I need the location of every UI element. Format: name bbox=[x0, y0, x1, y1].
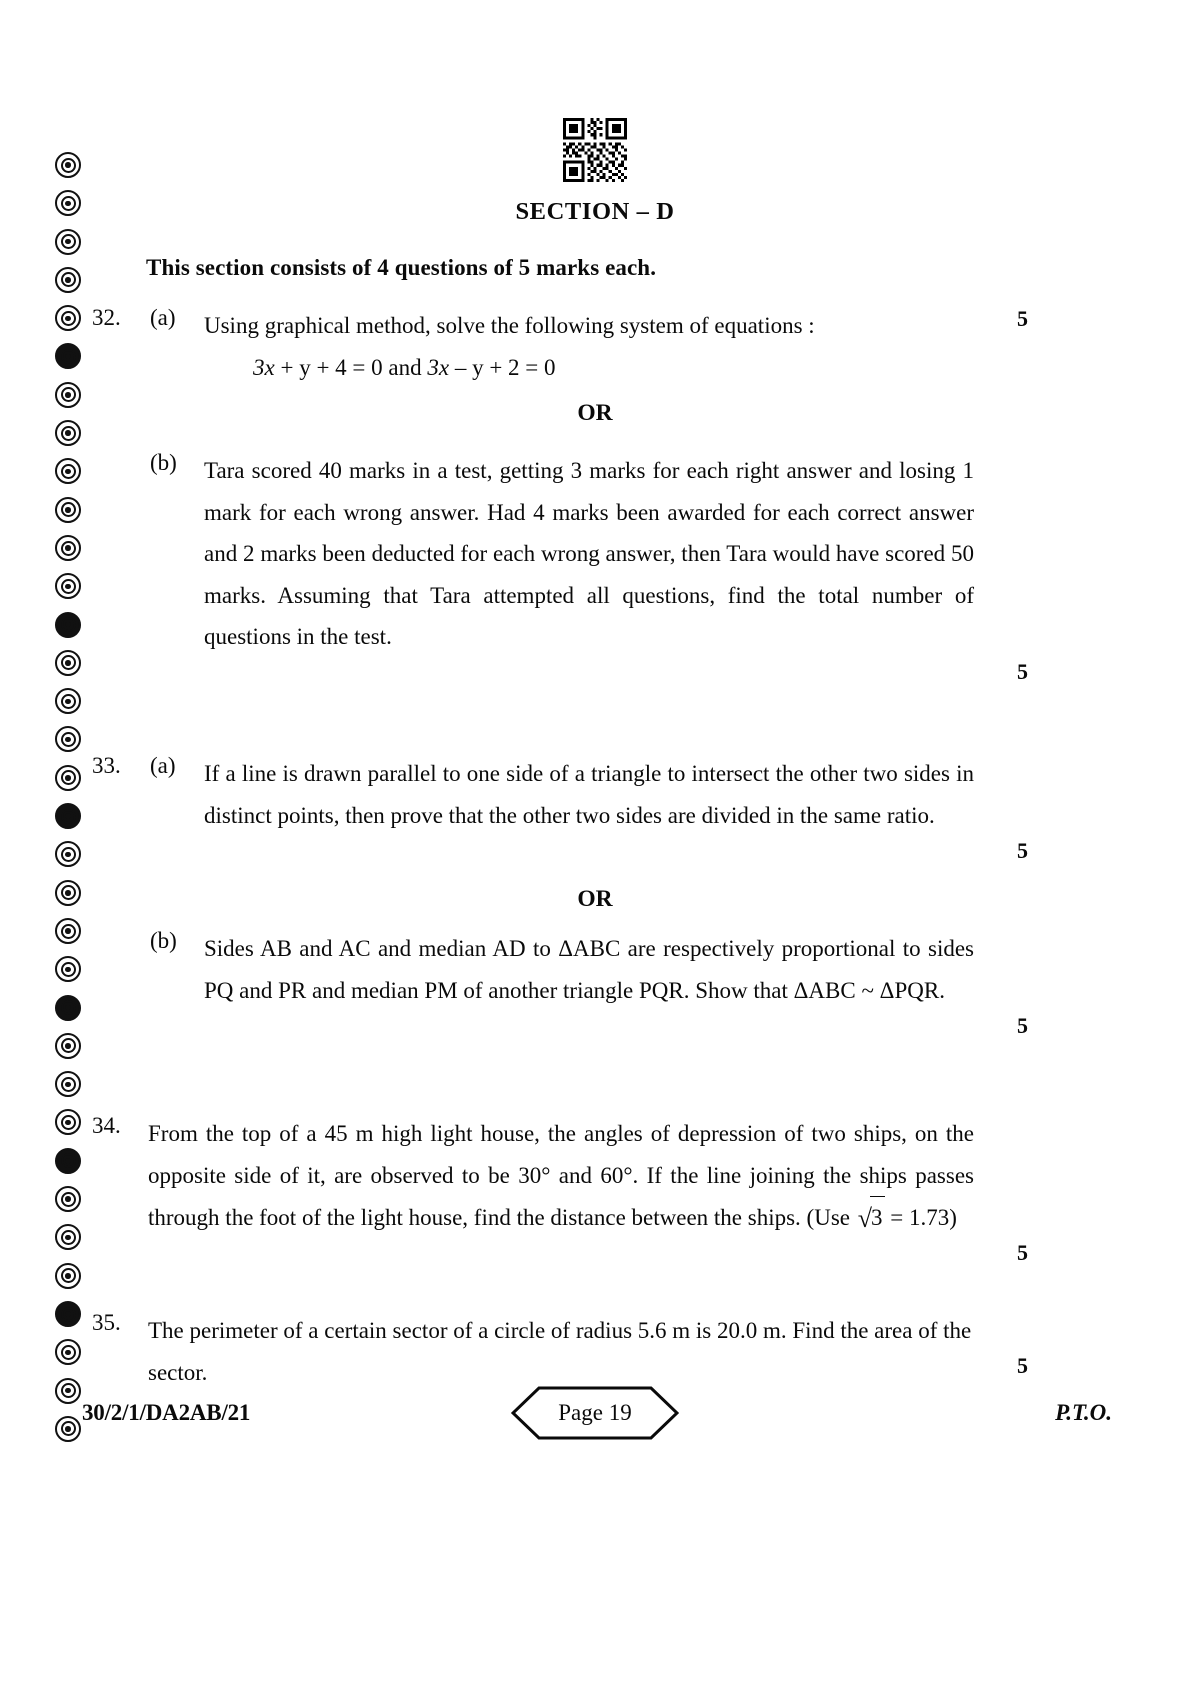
spiral-ring bbox=[55, 343, 81, 369]
spiral-ring bbox=[55, 267, 81, 293]
spiral-binding-rail bbox=[50, 152, 86, 1442]
qr-code-container bbox=[0, 118, 1190, 187]
page-number-badge bbox=[0, 1386, 1190, 1445]
spiral-ring bbox=[55, 841, 81, 867]
spiral-ring bbox=[55, 458, 81, 484]
sqrt-symbol bbox=[856, 1196, 885, 1239]
spiral-ring bbox=[55, 1109, 81, 1135]
question-32b-marks: 5 bbox=[1017, 659, 1028, 684]
spiral-ring bbox=[55, 612, 81, 638]
question-32a-label: (a) bbox=[150, 305, 176, 330]
spiral-ring bbox=[55, 1071, 81, 1097]
section-title: SECTION – D bbox=[515, 198, 675, 225]
question-33b bbox=[92, 928, 1092, 1038]
section-instruction: This section consists of 4 questions of 5 marks each. bbox=[146, 255, 657, 280]
spiral-ring bbox=[55, 1263, 81, 1289]
question-35-marks: 5 bbox=[1017, 1353, 1028, 1378]
spiral-ring bbox=[55, 650, 81, 676]
spiral-ring bbox=[55, 803, 81, 829]
question-33b-label: (b) bbox=[150, 928, 177, 953]
question-34-text-after: = 1.73) bbox=[884, 1205, 957, 1231]
spiral-ring bbox=[55, 535, 81, 561]
question-32-number: 32. bbox=[92, 305, 121, 330]
question-33a-marks: 5 bbox=[1017, 838, 1028, 863]
sqrt-radicand: 3 bbox=[870, 1196, 885, 1239]
spiral-ring bbox=[55, 1301, 81, 1327]
page-number-label: Page 19 bbox=[558, 1400, 632, 1425]
question-32 bbox=[92, 305, 1092, 347]
qr-code-icon bbox=[563, 118, 627, 182]
spiral-ring bbox=[55, 1033, 81, 1059]
question-33a-label: (a) bbox=[150, 753, 176, 778]
spiral-ring bbox=[55, 918, 81, 944]
or-separator-33: OR bbox=[577, 886, 613, 912]
spiral-ring bbox=[55, 305, 81, 331]
spiral-ring bbox=[55, 497, 81, 523]
question-35-number: 35. bbox=[92, 1310, 121, 1335]
question-34-number: 34. bbox=[92, 1113, 121, 1138]
question-32b-label: (b) bbox=[150, 450, 177, 475]
question-34-text-before: From the top of a 45 m high light house, the angles of depression of two ships, on the opposite side of it, are observed to be 30° and 60°. If the line joining the ships passes through the foot of the light house, find the distance between the ships. (Use bbox=[148, 1121, 974, 1231]
question-35-text: The perimeter of a certain sector of a circle of radius 5.6 m is 20.0 m. Find the area of the sector. bbox=[148, 1318, 972, 1385]
spiral-ring bbox=[55, 573, 81, 599]
question-32a-text: Using graphical method, solve the following system of equations : bbox=[204, 313, 815, 338]
spiral-ring bbox=[55, 995, 81, 1021]
question-34-text bbox=[148, 1113, 974, 1239]
radix-glyph: √ bbox=[857, 1204, 873, 1234]
question-33-number: 33. bbox=[92, 753, 121, 778]
paper-code: 30/2/1/DA2AB/21 bbox=[82, 1400, 251, 1425]
question-33a-text: If a line is drawn parallel to one side of a triangle to intersect the other two sides in distinct points, then prove that the other two sides are divided in the same ratio. bbox=[204, 761, 974, 828]
question-32b bbox=[92, 450, 1092, 684]
spiral-ring bbox=[55, 229, 81, 255]
question-33 bbox=[92, 753, 1092, 863]
spiral-ring bbox=[55, 1186, 81, 1212]
spiral-ring bbox=[55, 956, 81, 982]
spiral-ring bbox=[55, 765, 81, 791]
spiral-ring bbox=[55, 1224, 81, 1250]
spiral-ring bbox=[55, 688, 81, 714]
spiral-ring bbox=[55, 1148, 81, 1174]
question-33b-text: Sides AB and AC and median AD to ΔABC are respectively proportional to sides PQ and PR and median PM of another triangle PQR. Show that ΔABC ~ ΔPQR. bbox=[204, 936, 974, 1003]
question-32b-text: Tara scored 40 marks in a test, getting 3 marks for each right answer and losing 1 mark for each wrong answer. Had 4 marks been awarded for each correct answer and 2 marks been deducted for each wrong answer, then Tara would have scored 50 marks. Assuming that Tara attempted all questions, find the total number of questions in the test. bbox=[204, 458, 974, 650]
question-32a-equation: 3x + y + 4 = 0 and 3x – y + 2 = 0 bbox=[253, 355, 556, 380]
pto-label: P.T.O. bbox=[1055, 1400, 1112, 1425]
spiral-ring bbox=[55, 726, 81, 752]
question-34-marks: 5 bbox=[1017, 1240, 1028, 1265]
question-34 bbox=[92, 1113, 1092, 1265]
spiral-ring bbox=[55, 1339, 81, 1365]
question-33b-marks: 5 bbox=[1017, 1013, 1028, 1038]
question-32a-marks: 5 bbox=[1017, 306, 1028, 331]
or-separator-32: OR bbox=[577, 400, 613, 426]
question-35 bbox=[92, 1310, 1092, 1393]
